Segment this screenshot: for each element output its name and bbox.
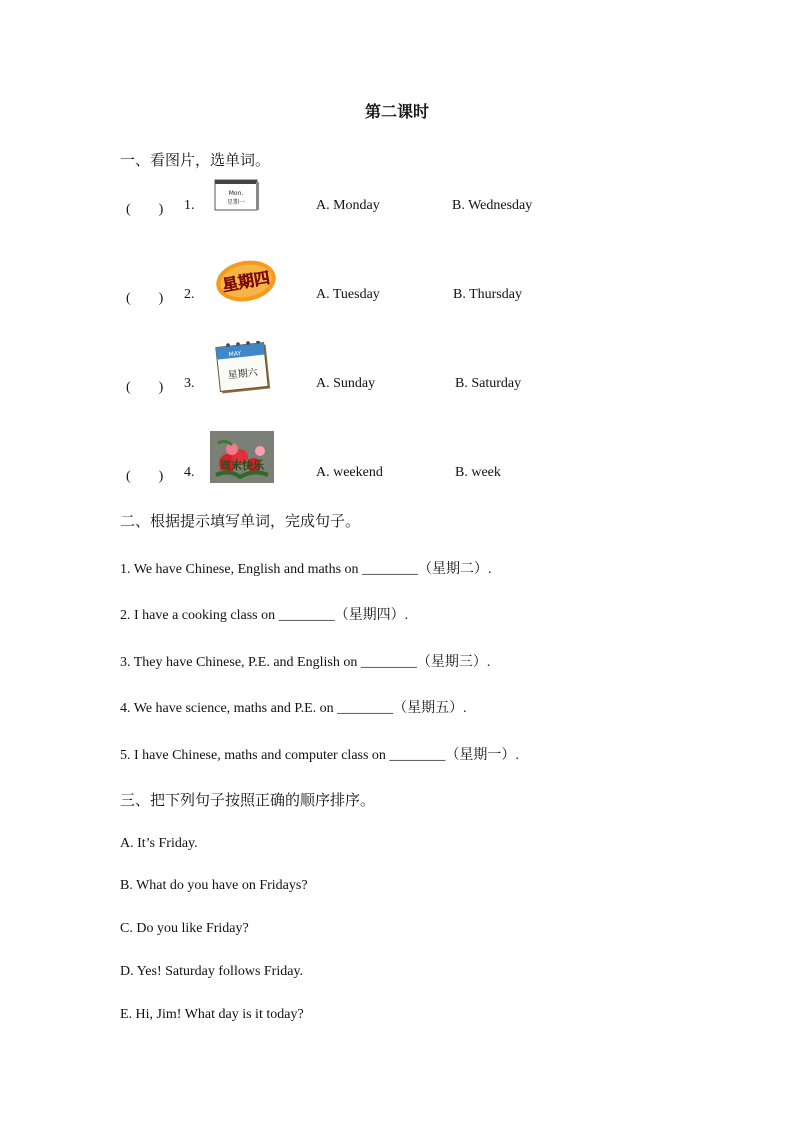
order-sentence-a: A. It’s Friday. xyxy=(120,836,198,851)
hint-text: （星期三） xyxy=(416,654,487,670)
calendar-text-cn: 星期一 xyxy=(226,199,246,206)
weekend-flowers-icon xyxy=(210,431,274,488)
saturday-calendar-icon xyxy=(214,341,272,400)
sentence-text[interactable]: 1. We have Chinese, English and maths on ________ xyxy=(120,562,419,577)
section2-heading: 二、根据提示填写单词，完成句子。 xyxy=(120,512,361,530)
sentence-text[interactable]: 2. I have a cooking class on ________ xyxy=(120,608,335,623)
sentence-end: . xyxy=(486,655,491,670)
sentence-text[interactable]: 5. I have Chinese, maths and computer class on ________ xyxy=(120,748,446,763)
answer-paren[interactable]: ( ) xyxy=(126,202,164,217)
option-b[interactable]: B. Thursday xyxy=(453,287,522,302)
fill-sentence-2 xyxy=(120,604,408,624)
sentence-end: . xyxy=(404,608,409,623)
hint-text: （星期四） xyxy=(334,607,405,623)
order-sentence-d: D. Yes! Saturday follows Friday. xyxy=(120,964,304,979)
question-1 xyxy=(120,178,720,238)
hint-text: （星期五） xyxy=(393,700,464,716)
answer-paren[interactable]: ( ) xyxy=(126,380,164,395)
answer-paren[interactable]: ( ) xyxy=(126,291,164,306)
option-b[interactable]: B. Wednesday xyxy=(452,198,533,213)
sentence-end: . xyxy=(488,562,492,577)
option-b[interactable]: B. Saturday xyxy=(455,376,522,391)
hint-text: （星期一） xyxy=(445,747,516,763)
question-number: 1. xyxy=(184,198,195,213)
badge-text: 星期四 xyxy=(220,267,272,296)
option-a[interactable]: A. Monday xyxy=(316,198,380,213)
order-sentence-c: C. Do you like Friday? xyxy=(120,921,249,936)
fill-sentence-1 xyxy=(120,558,492,578)
monday-calendar-icon xyxy=(214,178,260,217)
page-title: 第二课时 xyxy=(364,102,429,121)
option-a[interactable]: A. Tuesday xyxy=(316,287,380,302)
fill-sentence-4 xyxy=(120,697,467,717)
answer-paren[interactable]: ( ) xyxy=(126,469,164,484)
section1-heading: 一、看图片，选单词。 xyxy=(120,151,271,169)
question-number: 3. xyxy=(184,376,195,391)
hint-text: （星期二） xyxy=(418,561,489,577)
sentence-end: . xyxy=(463,701,467,716)
order-sentence-e: E. Hi, Jim! What day is it today? xyxy=(120,1007,304,1022)
question-number: 2. xyxy=(184,287,195,302)
sentence-text[interactable]: 4. We have science, maths and P.E. on ________ xyxy=(120,701,394,716)
calendar-month: MAY xyxy=(228,350,242,359)
section3-heading: 三、把下列句子按照正确的顺序排序。 xyxy=(120,791,376,809)
flowers-text: 周末快乐 xyxy=(220,459,264,472)
sentence-text[interactable]: 3. They have Chinese, P.E. and English on ________ xyxy=(120,655,417,670)
sentence-end: . xyxy=(515,748,519,763)
option-b[interactable]: B. week xyxy=(455,465,501,480)
fill-sentence-5 xyxy=(120,744,519,764)
option-a[interactable]: A. weekend xyxy=(316,465,383,480)
option-a[interactable]: A. Sunday xyxy=(316,376,376,391)
thursday-badge-icon xyxy=(214,256,278,311)
question-4 xyxy=(120,431,720,491)
calendar-text: Mon. xyxy=(228,190,244,197)
question-number: 4. xyxy=(184,465,195,480)
fill-sentence-3 xyxy=(120,651,490,671)
order-sentence-b: B. What do you have on Fridays? xyxy=(120,878,308,893)
question-2 xyxy=(120,256,720,316)
question-3 xyxy=(120,341,720,401)
calendar-day-cn: 星期六 xyxy=(227,367,259,382)
